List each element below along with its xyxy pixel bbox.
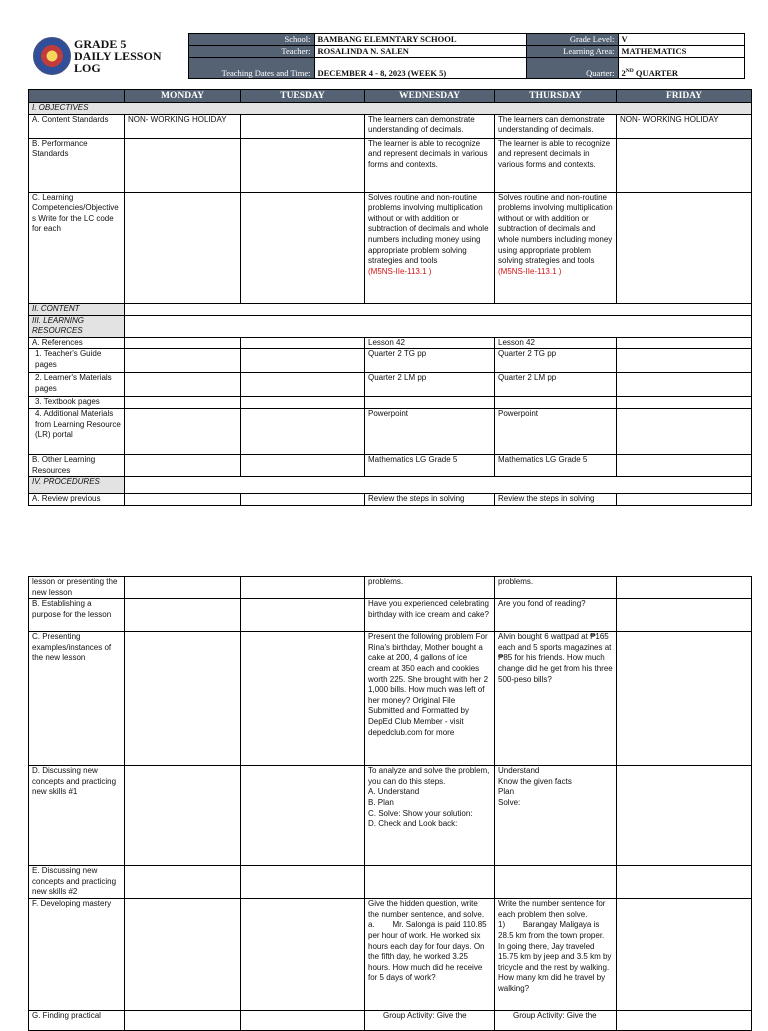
cell-thursday (495, 397, 617, 409)
cell-thursday (495, 192, 617, 303)
cell-friday (617, 349, 752, 373)
row-label-review-cont: lesson or presenting the new lesson (29, 577, 125, 599)
row-label-additional-materials: 4. Additional Materials from Learning Resource (LR) portal (29, 408, 125, 454)
cell-thursday: problems. (495, 577, 617, 599)
lc-code: (M5NS-IIe-113.1 ) (498, 266, 562, 276)
step-line: B. Plan (368, 797, 394, 807)
row-label-discussing-1: D. Discussing new concepts and practicing new skills #1 (29, 766, 125, 866)
grade-level-value: V (618, 34, 744, 46)
cell-monday (125, 138, 241, 192)
step-line: D. Check and Look back: (368, 819, 458, 829)
cell-friday (617, 766, 752, 866)
cell-friday (617, 397, 752, 409)
cell-friday (617, 337, 752, 349)
row-label-discussing-2: E. Discussing new concepts and practicing new skills #2 (29, 866, 125, 899)
row-label-review: A. Review previous (29, 494, 125, 506)
dates-value: DECEMBER 4 - 8, 2023 (WEEK 5) (314, 58, 526, 79)
day-header-tuesday: TUESDAY (241, 90, 365, 103)
teacher-value: ROSALINDA N. SALEN (314, 46, 526, 58)
cell-monday (125, 494, 241, 506)
title-line: DAILY LESSON (74, 49, 162, 63)
quarter-suffix: ND (625, 68, 634, 75)
deped-seal-cell (28, 34, 71, 79)
deped-seal-icon (33, 37, 71, 75)
cell-wednesday: The learners can demonstrate understanding of decimals. (365, 114, 495, 138)
row-label-teachers-guide: 1. Teacher's Guide pages (29, 349, 125, 373)
cell-friday (617, 866, 752, 899)
learning-area-value: MATHEMATICS (618, 46, 744, 58)
section-learning-resources: III. LEARNING RESOURCES (29, 315, 125, 337)
cell-wednesday: Powerpoint (365, 408, 495, 454)
step-line: A. Understand (368, 787, 420, 797)
lesson-log-table (28, 89, 752, 506)
cell-tuesday (241, 494, 365, 506)
day-header-thursday: THURSDAY (495, 90, 617, 103)
quarter-word: QUARTER (633, 68, 679, 78)
cell-tuesday (241, 866, 365, 899)
step-line: C. Solve: Show your solution: (368, 808, 473, 818)
cell-monday (125, 349, 241, 373)
mastery-problem: 1) Barangay Maligaya is 28.5 km from the town proper. In going there, Jay traveled 15.75 km by jeep and 3.5 km by tricycle and the rest by walking. How many km did he travel by walking? (498, 920, 614, 993)
cell-friday (617, 494, 752, 506)
page-title (71, 34, 188, 79)
cell-wednesday: Quarter 2 TG pp (365, 349, 495, 373)
cell-tuesday (241, 114, 365, 138)
cell-monday (125, 599, 241, 632)
cell-tuesday (241, 577, 365, 599)
day-header-friday: FRIDAY (617, 90, 752, 103)
cell-tuesday (241, 766, 365, 866)
cell-wednesday: Have you experienced celebrating birthday with ice cream and cake? (365, 599, 495, 632)
cell-wednesday: Review the steps in solving (365, 494, 495, 506)
section-content: II. CONTENT (29, 303, 125, 315)
cell-friday (617, 138, 752, 192)
row-label-competencies: C. Learning Competencies/Objectives Write for the LC code for each (29, 192, 125, 303)
cell-monday (125, 192, 241, 303)
step-line: To analyze and solve the problem, you can do this steps. (368, 766, 490, 786)
cell-tuesday (241, 454, 365, 476)
cell-friday (617, 408, 752, 454)
row-label-mastery: F. Developing mastery (29, 899, 125, 1011)
cell-tuesday (241, 397, 365, 409)
cell-thursday: The learners can demonstrate understanding of decimals. (495, 114, 617, 138)
cell-wednesday (365, 397, 495, 409)
row-label-references: A. References (29, 337, 125, 349)
mastery-problem: a. Mr. Salonga is paid 110.85 per hour of work. He worked six hours each day for four days. On the fifth day, he worked 3.25 hours. How much did he receive for 5 days of work? (368, 920, 489, 983)
cell-thursday: Alvin bought 6 wattpad at ₱165 each and 5 sports magazines at ₱85 for his friends. How much change did he get from his three 500-peso bills? (495, 632, 617, 766)
cell-friday (617, 373, 752, 397)
school-value: BAMBANG ELEMNTARY SCHOOL (314, 34, 526, 46)
day-header-monday: MONDAY (125, 90, 241, 103)
cell-thursday: Powerpoint (495, 408, 617, 454)
learning-resources-cell (125, 315, 752, 337)
step-line: Understand (498, 766, 540, 776)
cell-friday (617, 899, 752, 1011)
cell-tuesday (241, 337, 365, 349)
cell-tuesday (241, 632, 365, 766)
quarter-number: 2 (621, 68, 626, 78)
step-line: Solve: (498, 797, 521, 807)
cell-thursday: Are you fond of reading? (495, 599, 617, 632)
row-label-performance-standards: B. Performance Standards (29, 138, 125, 192)
corner-header (29, 90, 125, 103)
cell-friday (617, 1011, 752, 1031)
cell-monday (125, 454, 241, 476)
cell-friday (617, 577, 752, 599)
cell-thursday: Quarter 2 TG pp (495, 349, 617, 373)
quarter-label: Quarter: (526, 58, 618, 79)
cell-thursday: Mathematics LG Grade 5 (495, 454, 617, 476)
step-line: Know the given facts (498, 776, 572, 786)
cell-wednesday: Group Activity: Give the (365, 1011, 495, 1031)
lc-code: (M5NS-IIe-113.1 ) (368, 266, 432, 276)
step-line: Plan (498, 787, 515, 797)
cell-wednesday: Present the following problem For Rina's birthday, Mother bought a cake at 200, 4 gallons of ice cream at 350 each and cookies worth 225. She brought with her 2 1,000 bills. How much was left of her money? Original File Submitted and Formatted by DepEd Club Member - visit depedclub.com for more (365, 632, 495, 766)
cell-thursday: Lesson 42 (495, 337, 617, 349)
cell-monday (125, 632, 241, 766)
cell-thursday: The learner is able to recognize and represent decimals in various forms and contexts. (495, 138, 617, 192)
cell-wednesday: The learner is able to recognize and represent decimals in various forms and contexts. (365, 138, 495, 192)
teacher-label: Teacher: (188, 46, 314, 58)
competency-text: Solves routine and non-routine problems involving multiplication without or with addition or subtraction of decimals and whole numbers including money using appropriate problem solving strategies and tools (498, 192, 613, 266)
cell-wednesday (365, 866, 495, 899)
title-line: GRADE 5 (74, 37, 127, 51)
cell-monday (125, 577, 241, 599)
cell-thursday: Group Activity: Give the (495, 1011, 617, 1031)
cell-friday (617, 632, 752, 766)
cell-tuesday (241, 899, 365, 1011)
cell-monday (125, 337, 241, 349)
row-label-presenting: C. Presenting examples/instances of the new lesson (29, 632, 125, 766)
row-label-textbook: 3. Textbook pages (29, 397, 125, 409)
cell-thursday: Review the steps in solving (495, 494, 617, 506)
row-label-finding: G. Finding practical (29, 1011, 125, 1031)
cell-thursday (495, 766, 617, 866)
cell-friday: NON- WORKING HOLIDAY (617, 114, 752, 138)
cell-monday (125, 766, 241, 866)
title-line: LOG (74, 61, 101, 75)
cell-friday (617, 192, 752, 303)
quarter-value (618, 58, 744, 79)
cell-tuesday (241, 373, 365, 397)
cell-monday (125, 899, 241, 1011)
cell-monday (125, 397, 241, 409)
row-label-learners-materials: 2. Learner's Materials pages (29, 373, 125, 397)
learning-area-label: Learning Area: (526, 46, 618, 58)
cell-monday (125, 1011, 241, 1031)
cell-friday (617, 599, 752, 632)
cell-wednesday: Quarter 2 LM pp (365, 373, 495, 397)
cell-monday (125, 408, 241, 454)
lesson-log-table-continued (28, 576, 752, 1031)
cell-friday (617, 454, 752, 476)
cell-thursday: Quarter 2 LM pp (495, 373, 617, 397)
row-label-other-resources: B. Other Learning Resources (29, 454, 125, 476)
cell-tuesday (241, 599, 365, 632)
cell-wednesday: problems. (365, 577, 495, 599)
cell-wednesday: Lesson 42 (365, 337, 495, 349)
cell-thursday (495, 866, 617, 899)
cell-monday (125, 866, 241, 899)
section-procedures: IV. PROCEDURES (29, 477, 125, 494)
row-label-content-standards: A. Content Standards (29, 114, 125, 138)
competency-text: Solves routine and non-routine problems involving multiplication without or with addition or subtraction of decimals and whole numbers including money using appropriate problem solving strategies and tools (368, 192, 489, 266)
cell-tuesday (241, 138, 365, 192)
cell-tuesday (241, 192, 365, 303)
procedures-cell (125, 477, 752, 494)
row-label-purpose: B. Establishing a purpose for the lesson (29, 599, 125, 632)
cell-wednesday (365, 766, 495, 866)
cell-tuesday (241, 408, 365, 454)
cell-tuesday (241, 349, 365, 373)
cell-tuesday (241, 1011, 365, 1031)
cell-wednesday (365, 192, 495, 303)
cell-thursday (495, 899, 617, 1011)
header-table (28, 33, 745, 79)
mastery-intro: Give the hidden question, write the number sentence, and solve. (368, 899, 485, 919)
cell-monday: NON- WORKING HOLIDAY (125, 114, 241, 138)
cell-wednesday: Mathematics LG Grade 5 (365, 454, 495, 476)
content-cell (125, 303, 752, 315)
cell-wednesday (365, 899, 495, 1011)
dates-label: Teaching Dates and Time: (188, 58, 314, 79)
section-objectives: I. OBJECTIVES (29, 103, 752, 115)
school-label: School: (188, 34, 314, 46)
cell-monday (125, 373, 241, 397)
grade-level-label: Grade Level: (526, 34, 618, 46)
day-header-wednesday: WEDNESDAY (365, 90, 495, 103)
mastery-intro: Write the number sentence for each problem then solve. (498, 899, 606, 919)
